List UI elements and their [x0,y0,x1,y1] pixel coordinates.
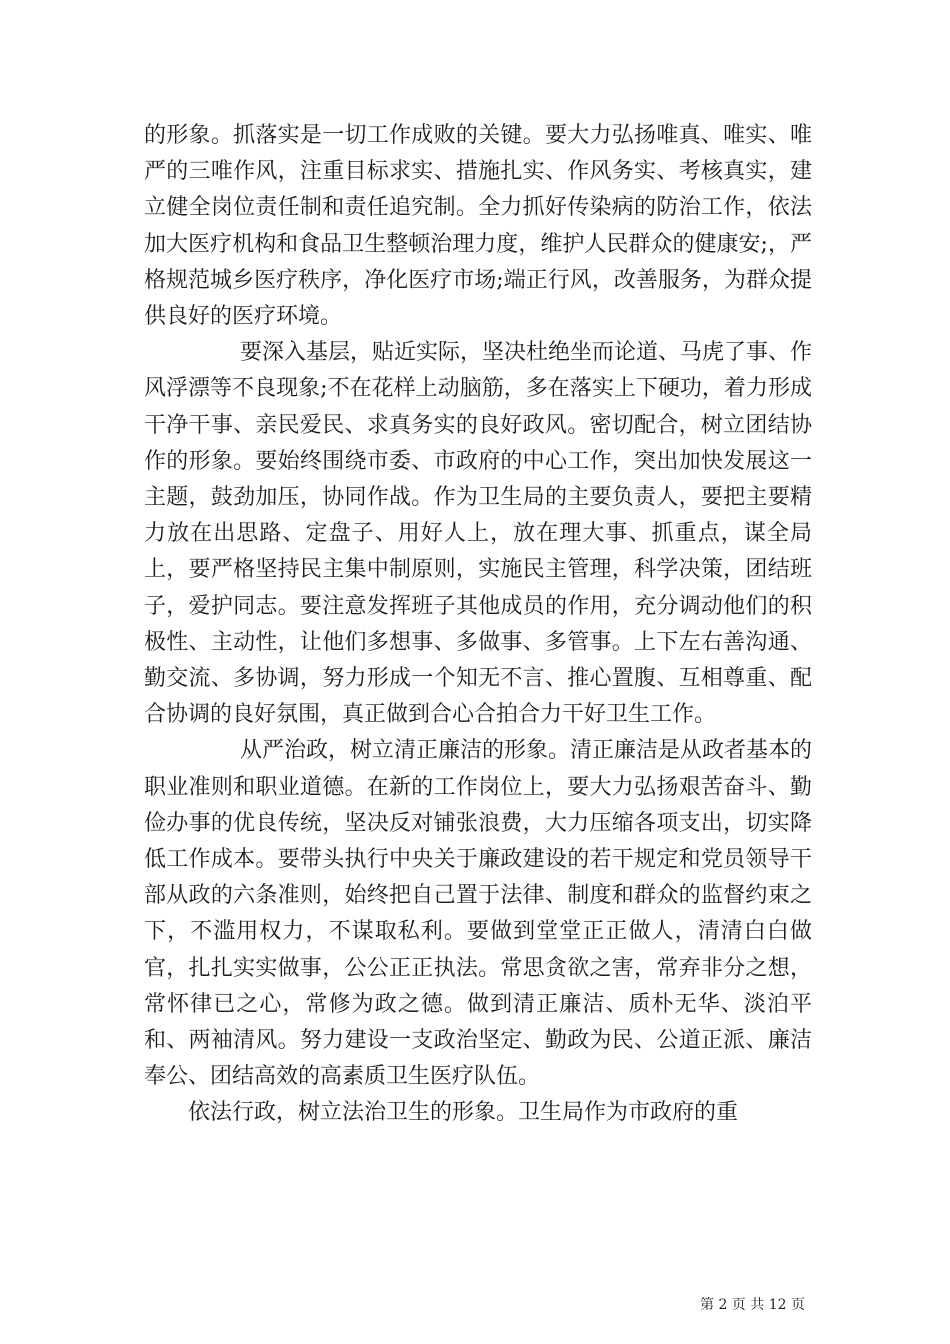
paragraph-work-style: 要深入基层，贴近实际，坚决杜绝坐而论道、马虎了事、作风浮漂等不良现象;不在花样上动脑筋，多在落实上下硬功，着力形成干净干事、亲民爱民、求真务实的良好政风。密切配合，树立团结协作的形象。要始终围绕市委、市政府的中心工作，突出加快发展这一主题，鼓劲加压，协同作战。作为卫生局的主要负责人，要把主要精力放在出思路、定盘子、用好人上，放在理大事、抓重点，谋全局上，要严格坚持民主集中制原则，实施民主管理，科学决策，团结班子，爱护同志。要注意发挥班子其他成员的作用，充分调动他们的积极性、主动性，让他们多想事、多做事、多管事。上下左右善沟通、勤交流、多协调，努力形成一个知无不言、推心置腹、互相尊重、配合协调的良好氛围，真正做到合心合拍合力干好卫生工作。 [144,340,813,728]
paragraph-integrity: 从严治政，树立清正廉洁的形象。清正廉洁是从政者基本的职业准则和职业道德。在新的工作岗位上，要大力弘扬艰苦奋斗、勤俭办事的优良传统，坚决反对铺张浪费，大力压缩各项支出，切实降低工作成本。要带头执行中央关于廉政建设的若干规定和党员领导干部从政的六条准则，始终把自己置于法律、制度和群众的监督约束之下，不滥用权力，不谋取私利。要做到堂堂正正做人，清清白白做官，扎扎实实做事，公公正正执法。常思贪欲之害，常弃非分之想，常怀律已之心，常修为政之德。做到清正廉洁、质朴无华、淡泊平和、两袖清风。努力建设一支政治坚定、勤政为民、公道正派、廉洁奉公、团结高效的高素质卫生医疗队伍。 [144,738,813,1090]
document-body [144,118,812,1132]
paragraph-continuation: 的形象。抓落实是一切工作成败的关键。要大力弘扬唯真、唯实、唯严的三唯作风，注重目标求实、措施扎实、作风务实、考核真实，建立健全岗位责任制和责任追究制。全力抓好传染病的防治工作，依法加大医疗机构和食品卫生整顿治理力度，维护人民群众的健康安;，严格规范城乡医疗秩序，净化医疗市场;端正行风，改善服务，为群众提供良好的医疗环境。 [144,123,812,330]
paragraph-rule-of-law: 依法行政，树立法治卫生的形象。卫生局作为市政府的重 [188,1100,739,1126]
page-number-footer: 第 2 页 共 12 页 [700,1297,805,1313]
